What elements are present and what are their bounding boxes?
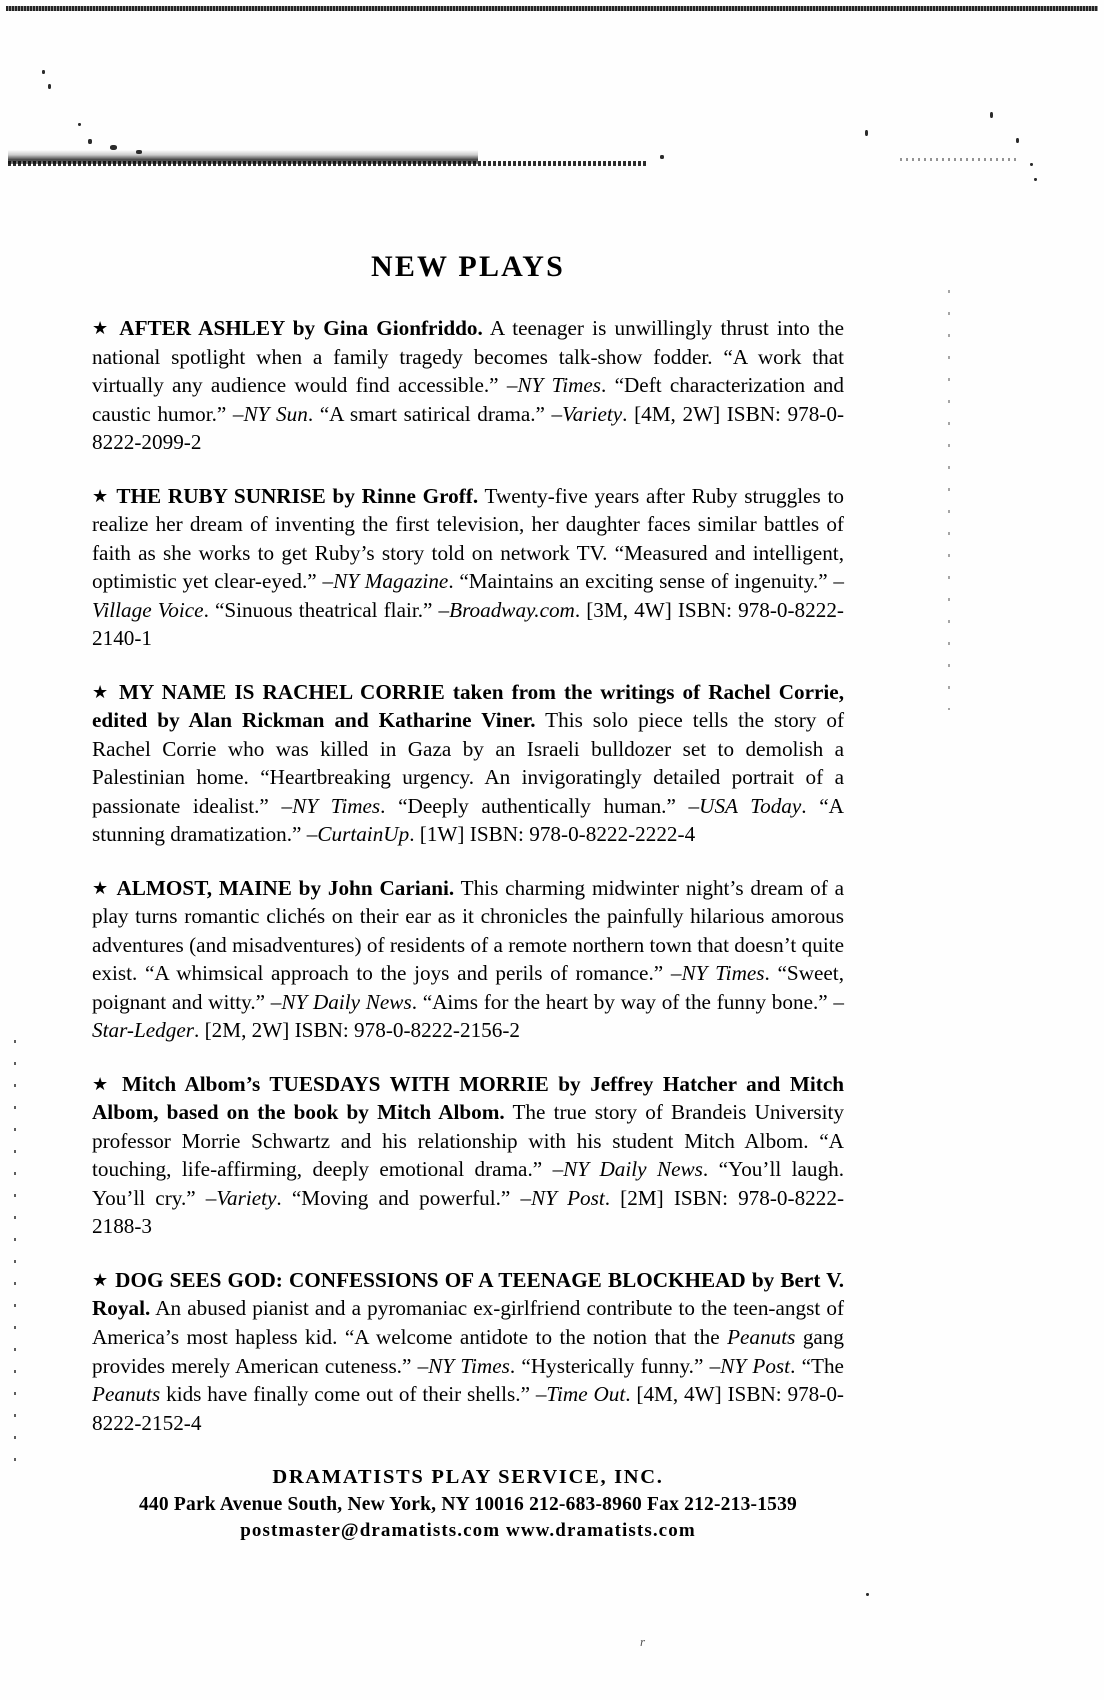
play-title: AFTER ASHLEY by Gina Gionfriddo. [119, 316, 483, 340]
star-icon: ★ [92, 485, 110, 506]
play-title: Mitch Albom’s TUESDAYS WITH MORRIE by Jeffrey Hatcher and Mitch Albom, based on the book by Mitch Albom. [92, 1071, 845, 1125]
play-cast-isbn: . [1W] ISBN: 978-0-8222-2222-4 [409, 822, 696, 847]
play-description: . “A smart satirical drama.” – [307, 401, 563, 426]
inline-italic-peanuts: Peanuts [92, 1382, 161, 1407]
play-description: The true story of Brandeis University professor Morrie Schwartz and his relationship with his student Mitch Albom. “A touching, life-affirming, deeply emotional drama.” – [92, 1100, 844, 1182]
review-source: NY Post [720, 1353, 791, 1378]
publisher-contact-line: postmaster@dramatists.com www.dramatists.com [240, 1520, 696, 1541]
scan-speck [48, 84, 51, 89]
play-description: . “The [790, 1353, 844, 1378]
page-title: NEW PLAYS [370, 250, 566, 283]
review-source: NY Post [531, 1185, 605, 1210]
scan-speck [865, 130, 868, 136]
play-cast-isbn: . [3M, 4W] ISBN: 978-0-8222-2140-1 [92, 597, 844, 651]
scan-speck [78, 123, 81, 126]
play-cast-isbn: . [4M, 4W] ISBN: 978-0-8222-2152-4 [92, 1382, 844, 1435]
play-description: . “Moving and powerful.” – [276, 1185, 532, 1210]
play-title: THE RUBY SUNRISE by Rinne Groff. [116, 483, 479, 508]
play-description: . “Sinuous theatrical flair.” – [203, 597, 450, 622]
spacer [111, 680, 119, 704]
play-description: This charming midwinter night’s dream of a play turns romantic clichés on their ear as it chronicles the painfully hilarious amorous adventures (and misadventures) of residents of a remote northern town that doesn’t quite exist. “A whimsical approach to the joys and perils of romance.” – [92, 875, 845, 986]
review-source: Village Voice [92, 597, 204, 622]
review-source: NY Times [292, 793, 381, 818]
play-description: . “Deft characterization and caustic humor.” – [92, 373, 844, 426]
review-source: Broadway.com [449, 597, 575, 622]
play-description: . “Deeply authentically human.” – [380, 793, 700, 818]
scan-edge-rule-top [6, 6, 1098, 11]
star-icon: ★ [92, 1269, 109, 1290]
review-source: Star-Ledger [92, 1018, 194, 1043]
play-title: DOG SEES GOD: CONFESSIONS OF A TEENAGE BLOCKHEAD by Bert V. Royal. [92, 1267, 845, 1321]
publisher-address-line: 440 Park Avenue South, New York, NY 10016 212-683-8960 Fax 212-213-1539 [138, 1494, 798, 1515]
publisher-name: DRAMATISTS PLAY SERVICE, INC. [272, 1466, 664, 1488]
play-entry-the-ruby-sunrise [92, 482, 844, 653]
review-source: NY Times [681, 961, 765, 986]
scan-smudge-artifact-right [900, 158, 1020, 161]
review-source: NY Times [517, 373, 602, 398]
play-description: . “Aims for the heart by way of the funny bone.” – [411, 989, 844, 1014]
play-entry-my-name-is-rachel-corrie [92, 678, 844, 849]
scan-margin-dot-rail-right [948, 290, 950, 710]
play-entry-after-ashley [92, 314, 844, 457]
play-description: . “Sweet, poignant and witty.” – [92, 961, 844, 1014]
spacer [110, 876, 117, 900]
review-source: Variety [562, 401, 623, 426]
play-description: A teenager is unwillingly thrust into the national spotlight when a family tragedy becomes talk-show fodder. “A work that virtually any audience would find accessible.” – [92, 316, 844, 398]
review-source: NY Magazine [333, 569, 449, 594]
scan-speck [1034, 178, 1037, 181]
play-entry-dog-sees-god [92, 1266, 844, 1437]
play-description: . “You’ll laugh. You’ll cry.” – [92, 1157, 844, 1210]
star-icon: ★ [92, 681, 111, 702]
play-description: An abused pianist and a pyromaniac ex-girlfriend contribute to the teen-angst of America’s most hapless kid. “A welcome antidote to the notion that the [92, 1296, 844, 1349]
star-icon: ★ [92, 318, 112, 338]
inline-italic-peanuts: Peanuts [727, 1324, 796, 1349]
play-entry-tuesdays-with-morrie [92, 1070, 844, 1241]
scan-smudge-artifact-secondary [8, 161, 648, 166]
review-source: CurtainUp [317, 822, 410, 847]
play-description: gang provides merely American cuteness.” – [92, 1324, 844, 1378]
review-source: NY Sun [243, 401, 308, 426]
scan-speck [866, 1593, 869, 1596]
scan-speck [1016, 138, 1019, 143]
scan-speck [990, 112, 993, 118]
review-source: Time Out [546, 1382, 626, 1407]
review-source: USA Today [699, 793, 802, 818]
scan-speck [136, 150, 142, 154]
publisher-imprint [92, 1466, 844, 1542]
scan-bottom-mark: r [640, 1634, 646, 1649]
play-cast-isbn: . [2M] ISBN: 978-0-8222-2188-3 [92, 1185, 845, 1239]
play-cast-isbn: . [2M, 2W] ISBN: 978-0-8222-2156-2 [193, 1018, 521, 1043]
scan-speck [660, 155, 664, 159]
review-source: Variety [216, 1185, 277, 1210]
star-icon: ★ [92, 1073, 113, 1094]
review-source: NY Times [428, 1353, 510, 1378]
scan-speck [1030, 163, 1033, 166]
scan-speck [110, 145, 117, 150]
scan-speck [42, 70, 45, 74]
play-description: Twenty-five years after Ruby struggles to realize her dream of inventing the first television, her daughter faces similar battles of faith as she works to get Ruby’s story told on network TV. “Measured and intelligent, optimistic yet clear-eyed.” – [92, 483, 845, 594]
star-icon: ★ [92, 877, 110, 898]
review-source: NY Daily News [281, 989, 412, 1014]
play-entry-almost-maine [92, 874, 844, 1045]
spacer [112, 1072, 122, 1096]
play-title: ALMOST, MAINE by John Cariani. [116, 875, 455, 900]
play-description: kids have finally come out of their shells.” – [160, 1382, 547, 1407]
play-title: MY NAME IS RACHEL CORRIE taken from the writings of Rachel Corrie, edited by Alan Rickman and Katharine Viner. [92, 679, 844, 733]
play-description: This solo piece tells the story of Rachel Corrie who was killed in Gaza by an Israeli bulldozer set to demolish a Palestinian home. “Heartbreaking urgency. An invigoratingly detailed portrait of a passionate idealist.” – [92, 708, 844, 818]
play-description: . “Maintains an exciting sense of ingenuity.” – [448, 569, 844, 594]
play-description: . “Hysterically funny.” – [509, 1353, 721, 1378]
document-body [92, 250, 844, 1462]
play-cast-isbn: . [4M, 2W] ISBN: 978-0-8222-2099-2 [92, 401, 845, 455]
play-description: . “A stunning dramatization.” – [92, 793, 844, 847]
review-source: NY Daily News [563, 1157, 703, 1182]
scan-speck [88, 139, 92, 144]
scan-margin-dot-rail-left [14, 1040, 16, 1470]
